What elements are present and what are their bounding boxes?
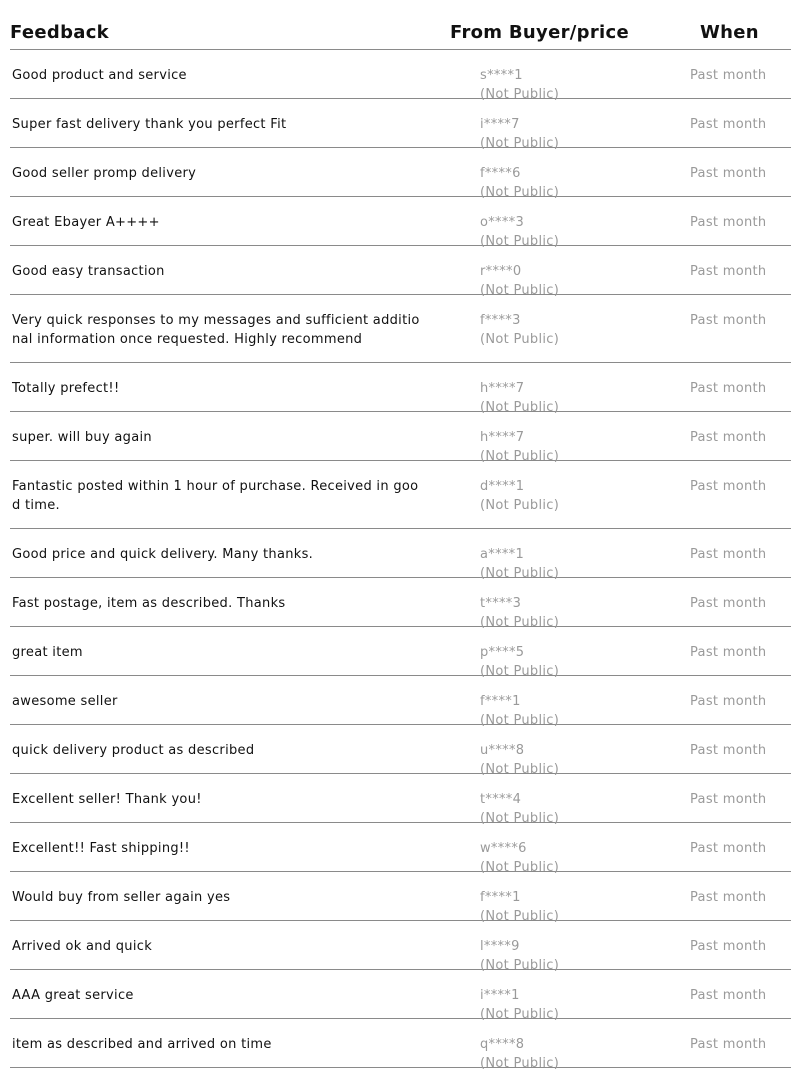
buyer-cell bbox=[480, 1035, 559, 1073]
buyer-id: f****3 bbox=[480, 313, 521, 328]
price-visibility: (Not Public) bbox=[480, 566, 560, 581]
feedback-time: Past month bbox=[690, 645, 767, 660]
feedback-comment: Super fast delivery thank you perfect Fit bbox=[12, 117, 287, 132]
price-visibility: (Not Public) bbox=[480, 909, 560, 924]
buyer-id: h****7 bbox=[480, 430, 525, 445]
buyer-id: a****1 bbox=[480, 547, 525, 562]
feedback-time: Past month bbox=[690, 479, 767, 494]
price-visibility: (Not Public) bbox=[480, 87, 560, 102]
table-row bbox=[10, 412, 791, 464]
feedback-comment: Excellent seller! Thank you! bbox=[12, 792, 202, 807]
buyer-id: s****1 bbox=[480, 68, 523, 83]
feedback-comment: Arrived ok and quick bbox=[12, 939, 153, 954]
feedback-comment: Great Ebayer A++++ bbox=[12, 215, 160, 230]
feedback-comment: AAA great service bbox=[12, 988, 134, 1003]
price-visibility: (Not Public) bbox=[480, 664, 560, 679]
price-visibility: (Not Public) bbox=[480, 762, 560, 777]
buyer-id: w****6 bbox=[480, 841, 527, 856]
table-row bbox=[10, 823, 791, 875]
table-row bbox=[10, 99, 791, 151]
buyer-id: r****0 bbox=[480, 264, 522, 279]
feedback-time: Past month bbox=[690, 792, 767, 807]
feedback-time: Past month bbox=[690, 547, 767, 562]
buyer-id: u****8 bbox=[480, 743, 525, 758]
table-row bbox=[10, 774, 791, 826]
buyer-id: i****7 bbox=[480, 117, 520, 132]
buyer-id: o****3 bbox=[480, 215, 525, 230]
price-visibility: (Not Public) bbox=[480, 860, 560, 875]
feedback-time: Past month bbox=[690, 430, 767, 445]
price-visibility: (Not Public) bbox=[480, 1007, 560, 1022]
price-visibility: (Not Public) bbox=[480, 449, 560, 464]
buyer-id: f****1 bbox=[480, 890, 521, 905]
table-row bbox=[10, 529, 791, 581]
feedback-comment: great item bbox=[12, 645, 83, 660]
buyer-id: f****6 bbox=[480, 166, 521, 181]
table-row bbox=[10, 461, 791, 529]
feedback-time: Past month bbox=[690, 988, 767, 1003]
feedback-comment: Good easy transaction bbox=[12, 264, 165, 279]
table-row bbox=[10, 921, 791, 973]
table-body bbox=[10, 50, 791, 1071]
price-visibility: (Not Public) bbox=[480, 1056, 560, 1071]
price-visibility: (Not Public) bbox=[480, 498, 560, 513]
feedback-comment: Good price and quick delivery. Many thanks. bbox=[12, 547, 314, 562]
column-header-when: When bbox=[700, 22, 759, 43]
price-visibility: (Not Public) bbox=[480, 332, 560, 347]
feedback-comment: Excellent!! Fast shipping!! bbox=[12, 841, 190, 856]
feedback-time: Past month bbox=[690, 841, 767, 856]
feedback-table bbox=[10, 0, 791, 1071]
feedback-time: Past month bbox=[690, 939, 767, 954]
price-visibility: (Not Public) bbox=[480, 234, 560, 249]
feedback-comment: Good product and service bbox=[12, 68, 187, 83]
buyer-cell bbox=[480, 477, 559, 515]
table-row bbox=[10, 578, 791, 630]
column-header-feedback: Feedback bbox=[10, 22, 109, 43]
feedback-time: Past month bbox=[690, 743, 767, 758]
price-visibility: (Not Public) bbox=[480, 400, 560, 415]
feedback-comment: super. will buy again bbox=[12, 430, 152, 445]
table-header bbox=[10, 0, 791, 50]
feedback-comment: awesome seller bbox=[12, 694, 118, 709]
price-visibility: (Not Public) bbox=[480, 713, 560, 728]
feedback-comment: quick delivery product as described bbox=[12, 743, 255, 758]
buyer-cell bbox=[480, 311, 559, 349]
price-visibility: (Not Public) bbox=[480, 136, 560, 151]
feedback-time: Past month bbox=[690, 1037, 767, 1052]
table-row bbox=[10, 363, 791, 415]
table-row bbox=[10, 246, 791, 298]
feedback-time: Past month bbox=[690, 68, 767, 83]
table-row bbox=[10, 627, 791, 679]
buyer-id: p****5 bbox=[480, 645, 525, 660]
table-row bbox=[10, 295, 791, 363]
buyer-id: d****1 bbox=[480, 479, 525, 494]
feedback-comment: Totally prefect!! bbox=[12, 381, 120, 396]
feedback-time: Past month bbox=[690, 215, 767, 230]
buyer-id: q****8 bbox=[480, 1037, 525, 1052]
price-visibility: (Not Public) bbox=[480, 958, 560, 973]
feedback-time: Past month bbox=[690, 694, 767, 709]
buyer-id: l****9 bbox=[480, 939, 520, 954]
buyer-id: i****1 bbox=[480, 988, 520, 1003]
column-header-from-buyer: From Buyer/price bbox=[450, 22, 629, 43]
feedback-time: Past month bbox=[690, 381, 767, 396]
buyer-id: t****3 bbox=[480, 596, 522, 611]
price-visibility: (Not Public) bbox=[480, 283, 560, 298]
buyer-id: f****1 bbox=[480, 694, 521, 709]
feedback-comment: Very quick responses to my messages and sufficient additional information once requested. Highly recommend bbox=[12, 313, 420, 347]
feedback-comment: Fast postage, item as described. Thanks bbox=[12, 596, 286, 611]
feedback-comment: item as described and arrived on time bbox=[12, 1037, 272, 1052]
buyer-id: h****7 bbox=[480, 381, 525, 396]
feedback-time: Past month bbox=[690, 890, 767, 905]
feedback-time: Past month bbox=[690, 117, 767, 132]
table-row bbox=[10, 1019, 791, 1071]
table-row bbox=[10, 148, 791, 200]
buyer-id: t****4 bbox=[480, 792, 522, 807]
feedback-comment: Fantastic posted within 1 hour of purchase. Received in good time. bbox=[12, 479, 419, 513]
feedback-time: Past month bbox=[690, 596, 767, 611]
feedback-comment: Would buy from seller again yes bbox=[12, 890, 231, 905]
price-visibility: (Not Public) bbox=[480, 185, 560, 200]
table-row bbox=[10, 676, 791, 728]
feedback-time: Past month bbox=[690, 166, 767, 181]
feedback-time: Past month bbox=[690, 264, 767, 279]
feedback-time: Past month bbox=[690, 313, 767, 328]
table-row bbox=[10, 725, 791, 777]
table-row bbox=[10, 197, 791, 249]
table-row bbox=[10, 50, 791, 102]
price-visibility: (Not Public) bbox=[480, 615, 560, 630]
feedback-comment: Good seller promp delivery bbox=[12, 166, 197, 181]
table-row bbox=[10, 970, 791, 1022]
price-visibility: (Not Public) bbox=[480, 811, 560, 826]
table-row bbox=[10, 872, 791, 924]
